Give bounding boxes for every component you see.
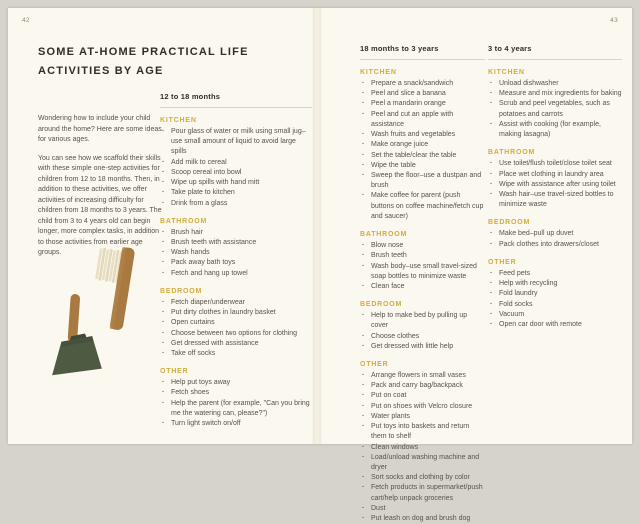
activity-list bbox=[160, 378, 312, 429]
activity-item: · Wipe the table bbox=[360, 161, 485, 171]
age-column-header: 18 months to 3 years bbox=[360, 44, 439, 53]
page-number-left: 42 bbox=[22, 17, 30, 24]
activity-item: · Put toys into baskets and return them to shelf bbox=[360, 422, 485, 442]
activity-item: · Make bed–pull up duvet bbox=[488, 229, 622, 239]
activity-item: · Unload dishwasher bbox=[488, 79, 622, 89]
page-title-line-2: ACTIVITIES BY AGE bbox=[38, 65, 164, 78]
section-label: BATHROOM bbox=[160, 217, 208, 225]
activity-item: · Fetch diaper/underwear bbox=[160, 298, 312, 308]
page-left bbox=[8, 8, 312, 444]
activity-item: · Prepare a snack/sandwich bbox=[360, 79, 485, 89]
activity-item: · Help the parent (for example, "Can you bring me the watering can, please?") bbox=[160, 399, 312, 419]
activity-item: · Fold laundry bbox=[488, 289, 622, 299]
section-label: BEDROOM bbox=[160, 287, 203, 295]
activity-item: · Arrange flowers in small vases bbox=[360, 371, 485, 381]
section-label: KITCHEN bbox=[360, 69, 397, 76]
activity-item: · Brush teeth with assistance bbox=[160, 238, 312, 248]
activity-item: · Take off socks bbox=[160, 349, 312, 359]
activity-item: · Drink from a glass bbox=[160, 199, 312, 209]
activity-item: · Blow nose bbox=[360, 241, 485, 251]
activity-item: · Wash hair–use travel-sized bottles to minimize waste bbox=[488, 190, 622, 210]
page-title-line-1: SOME AT-HOME PRACTICAL LIFE bbox=[38, 46, 249, 58]
activity-item: · Fetch products in supermarket/push cart/help unpack groceries bbox=[360, 483, 485, 503]
activity-item: · Assist with cooking (for example, making lasagna) bbox=[488, 120, 622, 140]
activity-item: · Make orange juice bbox=[360, 140, 485, 150]
activity-item: · Get dressed with little help bbox=[360, 342, 485, 352]
activity-item: · Choose between two options for clothing bbox=[160, 329, 312, 339]
activity-item: · Add milk to cereal bbox=[160, 158, 312, 168]
activity-item: · Brush teeth bbox=[360, 251, 485, 261]
section-label: OTHER bbox=[360, 361, 389, 369]
activity-list bbox=[488, 269, 622, 330]
page-right bbox=[322, 8, 632, 523]
age-column-12-18-months bbox=[160, 92, 312, 429]
activity-item: · Make coffee for parent (push buttons on coffee machine/fetch cup and saucer) bbox=[360, 191, 485, 222]
intro-paragraph: You can see how we scaffold their skills with these simple one-step activities for children from 12 to 18 months. Then, in addition to these activities, we offer activities of increasing difficulty for children from 18 months to 3 years. The child from 3 to 4 years old can begin longer, more complex tasks, in addition to those activities from earlier age groups. bbox=[38, 154, 162, 256]
activity-item: · Pour glass of water or milk using small jug–use small amount of liquid to avoid large spills bbox=[160, 127, 312, 158]
activity-item: · Peel a mandarin orange bbox=[360, 99, 485, 109]
section-label: OTHER bbox=[160, 368, 189, 376]
activity-item: · Brush hair bbox=[160, 228, 312, 238]
activity-item: · Put leash on dog and brush dog bbox=[360, 514, 485, 524]
activity-item: · Help put toys away bbox=[160, 378, 312, 388]
activity-item: · Wipe up spills with hand mitt bbox=[160, 178, 312, 188]
activity-item: · Open curtains bbox=[160, 318, 312, 328]
activity-item: · Clean face bbox=[360, 282, 485, 292]
activity-item: · Put on shoes with Velcro closure bbox=[360, 402, 485, 412]
activity-item: · Scrub and peel vegetables, such as potatoes and carrots bbox=[488, 99, 622, 119]
section-label: BATHROOM bbox=[488, 149, 536, 157]
column-divider bbox=[488, 59, 622, 60]
column-divider bbox=[360, 59, 485, 60]
dustpan-icon bbox=[48, 292, 102, 375]
activity-item: · Pack and carry bag/backpack bbox=[360, 381, 485, 391]
activity-item: · Load/unload washing machine and dryer bbox=[360, 453, 485, 473]
activity-item: · Set the table/clear the table bbox=[360, 151, 485, 161]
activity-item: · Fetch shoes bbox=[160, 388, 312, 398]
intro-paragraph: Wondering how to include your child around the home? Here are some ideas for various ages. bbox=[38, 115, 162, 143]
age-column-header: 12 to 18 months bbox=[160, 92, 221, 101]
activity-item: · Turn light switch on/off bbox=[160, 419, 312, 429]
book-spread bbox=[8, 8, 632, 523]
activity-list bbox=[160, 228, 312, 279]
activity-list bbox=[360, 79, 485, 222]
column-divider bbox=[160, 107, 312, 108]
activity-list bbox=[160, 298, 312, 359]
activity-item: · Peel and cut an apple with assistance bbox=[360, 110, 485, 130]
activity-item: · Vacuum bbox=[488, 310, 622, 320]
intro-text bbox=[38, 114, 162, 259]
activity-item: · Get dressed with assistance bbox=[160, 339, 312, 349]
activity-item: · Wipe with assistance after using toilet bbox=[488, 180, 622, 190]
activity-item: · Use toilet/flush toilet/close toilet seat bbox=[488, 159, 622, 169]
section-label: BEDROOM bbox=[488, 219, 531, 227]
activity-item: · Wash hands bbox=[160, 248, 312, 258]
activity-list bbox=[488, 79, 622, 140]
age-column-3-4-years bbox=[488, 44, 622, 330]
activity-item: · Scoop cereal into bowl bbox=[160, 168, 312, 178]
hand-brush-icon bbox=[88, 243, 136, 330]
section-label: BEDROOM bbox=[360, 301, 403, 309]
section-label: KITCHEN bbox=[488, 69, 525, 76]
activity-item: · Wash body–use small travel-sized soap bottles to minimize waste bbox=[360, 262, 485, 282]
activity-item: · Pack away bath toys bbox=[160, 258, 312, 268]
activity-item: · Place wet clothing in laundry area bbox=[488, 170, 622, 180]
activity-list bbox=[488, 229, 622, 249]
activity-item: · Put dirty clothes in laundry basket bbox=[160, 308, 312, 318]
section-label: KITCHEN bbox=[160, 117, 197, 124]
page-number-right: 43 bbox=[610, 17, 618, 24]
brush-and-dustpan-illustration bbox=[48, 238, 163, 393]
activity-item: · Sweep the floor–use a dustpan and brush bbox=[360, 171, 485, 191]
activity-item: · Feed pets bbox=[488, 269, 622, 279]
activity-list bbox=[360, 311, 485, 352]
section-label: OTHER bbox=[488, 258, 517, 266]
age-column-header: 3 to 4 years bbox=[488, 44, 532, 53]
age-column-18-months-3-years bbox=[360, 44, 485, 524]
activity-item: · Water plants bbox=[360, 412, 485, 422]
activity-item: · Fetch and hang up towel bbox=[160, 269, 312, 279]
activity-item: · Measure and mix ingredients for baking bbox=[488, 89, 622, 99]
activity-list bbox=[160, 127, 312, 209]
page-gutter bbox=[312, 8, 322, 444]
activity-item: · Peel and slice a banana bbox=[360, 89, 485, 99]
activity-item: · Open car door with remote bbox=[488, 320, 622, 330]
section-label: BATHROOM bbox=[360, 231, 408, 239]
activity-list bbox=[360, 241, 485, 292]
activity-item: · Choose clothes bbox=[360, 332, 485, 342]
page-title bbox=[38, 43, 268, 82]
activity-item: · Fold socks bbox=[488, 300, 622, 310]
activity-list bbox=[360, 371, 485, 524]
activity-item: · Sort socks and clothing by color bbox=[360, 473, 485, 483]
activity-item: · Take plate to kitchen bbox=[160, 188, 312, 198]
activity-item: · Help with recycling bbox=[488, 279, 622, 289]
activity-item: · Dust bbox=[360, 504, 485, 514]
activity-item: · Put on coat bbox=[360, 391, 485, 401]
activity-item: · Pack clothes into drawers/closet bbox=[488, 240, 622, 250]
activity-item: · Help to make bed by pulling up cover bbox=[360, 311, 485, 331]
activity-item: · Clean windows bbox=[360, 443, 485, 453]
activity-list bbox=[488, 159, 622, 210]
activity-item: · Wash fruits and vegetables bbox=[360, 130, 485, 140]
